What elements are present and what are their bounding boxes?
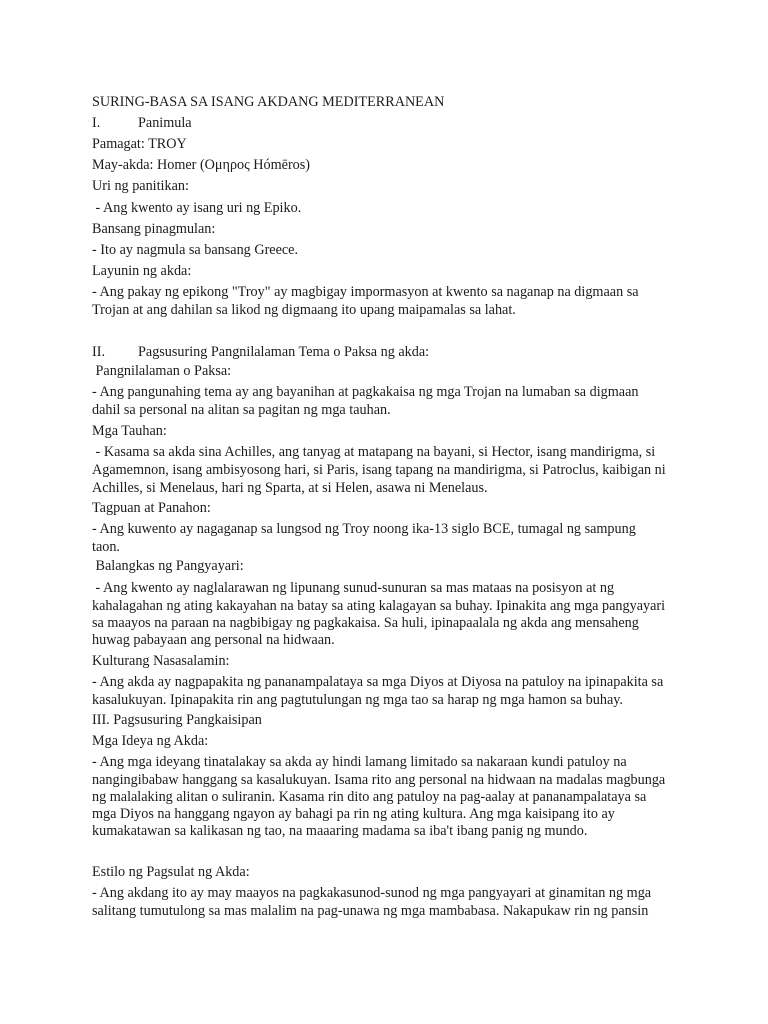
tagpuan-text-line: taon. bbox=[92, 539, 120, 555]
tauhan-text-line: Achilles, si Menelaus, hari ng Sparta, at si Helen, asawa ni Menelaus. bbox=[92, 480, 488, 496]
kultura-text-line: kasalukuyan. Ipinapakita rin ang pagtutulungan ng mga tao sa harap ng mga hamon sa buhay. bbox=[92, 692, 623, 708]
layunin-text-line: Trojan at ang dahilan sa likod ng digmaang ito upang maipamalas sa lahat. bbox=[92, 302, 516, 318]
kultura-text-line: - Ang akda ay nagpapakita ng pananampalataya sa mga Diyos at Diyosa na patuloy na ipinapakita sa bbox=[92, 674, 664, 690]
ideya-label: Mga Ideya ng Akda: bbox=[92, 733, 209, 749]
paksa-text-line: - Ang pangunahing tema ay ang bayanihan at pagkakaisa ng mga Trojan na lumaban sa digmaan bbox=[92, 384, 639, 400]
paksa-label: Pangnilalaman o Paksa: bbox=[92, 363, 232, 379]
uri-text: - Ang kwento ay isang uri ng Epiko. bbox=[92, 200, 302, 216]
ideya-text-line: ng malalaking alitan o suliranin. Kasama rin dito ang patuloy na pag-aalay at pananampalataya sa bbox=[92, 789, 647, 805]
tauhan-text-line: Agamemnon, isang ambisyosong hari, si Paris, isang tapang na mandirigma, si Patroclus, kaibigan ni bbox=[92, 462, 666, 478]
kultura-label: Kulturang Nasasalamin: bbox=[92, 653, 230, 669]
tagpuan-label: Tagpuan at Panahon: bbox=[92, 500, 211, 516]
section-2-heading bbox=[92, 343, 429, 361]
ideya-text-line: nangingibabaw hanggang sa kasalukuyan. Isama rito ang personal na hidwaan na madalas magbunga bbox=[92, 772, 666, 788]
tauhan-label: Mga Tauhan: bbox=[92, 423, 167, 439]
layunin-label: Layunin ng akda: bbox=[92, 263, 192, 279]
balangkas-text-line: kahalagahan ng ating kakayahan na batay sa ating kalagayan sa buhay. Ipinakita ang mga pangyayari bbox=[92, 598, 666, 614]
document-title: SURING-BASA SA ISANG AKDANG MEDITERRANEAN bbox=[92, 94, 445, 110]
balangkas-text-line: huwag pabayaan ang personal na hidwaan. bbox=[92, 632, 335, 648]
ideya-text-line: mga Diyos na hanggang ngayon ay bahagi pa rin ng ating kultura. Ang mga kaisipang ito ay bbox=[92, 806, 615, 822]
section-2-number: II. bbox=[92, 344, 105, 360]
tagpuan-text-line: - Ang kuwento ay nagaganap sa lungsod ng Troy noong ika-13 siglo BCE, tumagal ng sampung bbox=[92, 521, 636, 537]
balangkas-label: Balangkas ng Pangyayari: bbox=[92, 558, 244, 574]
bansa-label: Bansang pinagmulan: bbox=[92, 221, 216, 237]
section-1-number: I. bbox=[92, 115, 101, 131]
estilo-text-line: - Ang akdang ito ay may maayos na pagkakasunod-sunod ng mga pangyayari at ginamitan ng mga bbox=[92, 885, 652, 901]
estilo-label: Estilo ng Pagsulat ng Akda: bbox=[92, 864, 250, 880]
uri-label: Uri ng panitikan: bbox=[92, 178, 189, 194]
bansa-text: - Ito ay nagmula sa bansang Greece. bbox=[92, 242, 299, 258]
section-1-title: Panimula bbox=[138, 115, 192, 131]
pamagat-line: Pamagat: TROY bbox=[92, 136, 187, 152]
section-1-heading bbox=[92, 114, 192, 132]
tauhan-text-line: - Kasama sa akda sina Achilles, ang tanyag at matapang na bayani, si Hector, isang mandirigma, si bbox=[92, 444, 656, 460]
estilo-text-line: salitang tumutulong sa mas malalim na pag-unawa ng mga mambabasa. Nakapukaw rin ng pansin bbox=[92, 903, 649, 919]
section-2-title: Pagsusuring Pangnilalaman Tema o Paksa ng akda: bbox=[138, 344, 430, 360]
ideya-text-line: kumakatawan sa kalikasan ng tao, na maaaring madama sa iba't ibang panig ng mundo. bbox=[92, 823, 588, 839]
may-akda-line: May-akda: Homer (Ομηρος Hómēros) bbox=[92, 157, 311, 173]
balangkas-text-line: - Ang kwento ay naglalarawan ng lipunang sunud-sunuran sa mas mataas na posisyon at ng bbox=[92, 580, 615, 596]
section-3-heading: III. Pagsusuring Pangkaisipan bbox=[92, 712, 262, 728]
paksa-text-line: dahil sa personal na alitan sa pagitan ng mga tauhan. bbox=[92, 402, 391, 418]
layunin-text-line: - Ang pakay ng epikong "Troy" ay magbigay impormasyon at kwento sa naganap na digmaan sa bbox=[92, 284, 639, 300]
ideya-text-line: - Ang mga ideyang tinatalakay sa akda ay hindi lamang limitado sa nakaraan kundi patuloy na bbox=[92, 754, 627, 770]
balangkas-text-line: sa maayos na paraan na nagbibigay ng pagkakaisa. Sa huli, ipinapaalala ng akda ang mensaheng bbox=[92, 615, 639, 631]
